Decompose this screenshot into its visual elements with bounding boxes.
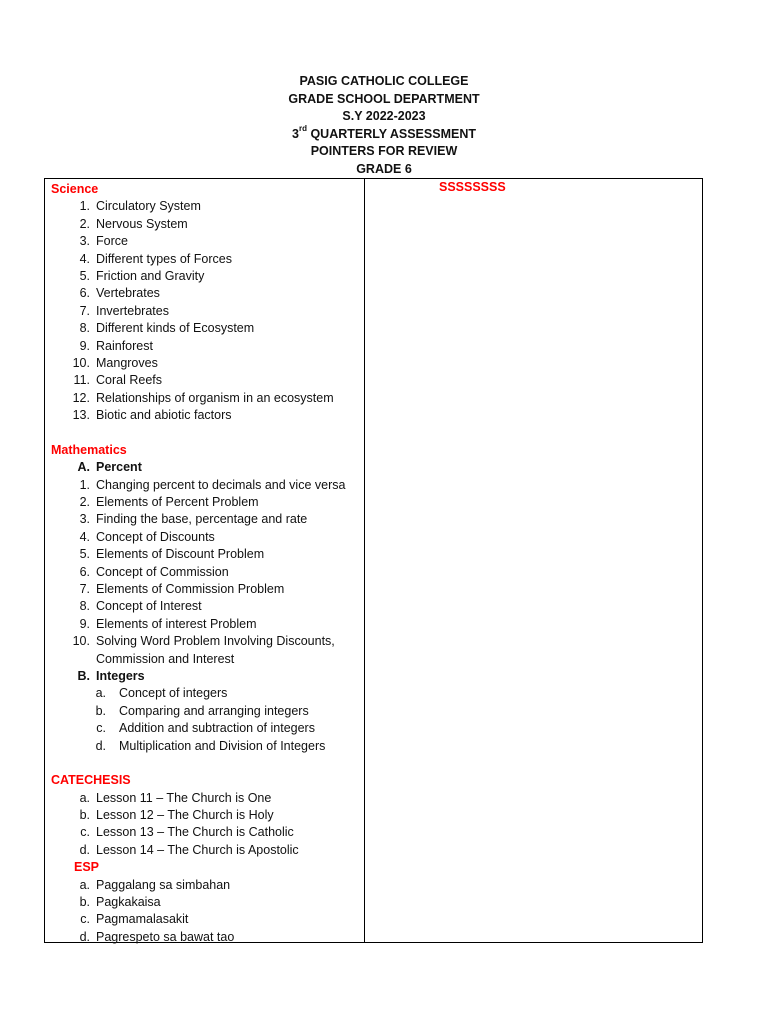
quarter-title <box>0 126 768 144</box>
left-column <box>45 179 365 942</box>
list-item: a. Paggalang sa simbahan <box>79 877 231 892</box>
list-item: a. Lesson 11 – The Church is One <box>79 790 272 805</box>
science-list <box>45 198 364 424</box>
right-column <box>365 179 702 942</box>
math-part-b-heading: B. Integers <box>77 668 145 683</box>
list-item: d. Pagrespeto sa bawat tao <box>79 929 235 944</box>
document-subtitle: POINTERS FOR REVIEW <box>310 144 458 158</box>
school-year: S.Y 2022-2023 <box>342 109 426 123</box>
section-spacer <box>45 424 364 441</box>
list-item: 4. Concept of Discounts <box>79 529 215 544</box>
list-item: c. Lesson 13 – The Church is Catholic <box>80 825 294 840</box>
list-item: b. Comparing and arranging integers <box>95 703 309 718</box>
science-title: Science <box>51 182 99 196</box>
catechesis-title: CATECHESIS <box>51 773 131 788</box>
quarter-number: 3 <box>292 126 299 141</box>
list-item: 8. Different kinds of Ecosystem <box>79 321 255 336</box>
quarter-label: QUARTERLY ASSESSMENT <box>306 126 476 141</box>
esp-list <box>45 877 364 947</box>
list-item: 9. Elements of interest Problem <box>79 616 257 631</box>
math-part-a-heading: A. Percent <box>77 460 142 475</box>
catechesis-list <box>45 790 364 860</box>
list-item: a. Concept of integers <box>95 686 228 701</box>
list-item: 3. Finding the base, percentage and rate <box>79 512 308 527</box>
school-name: PASIG CATHOLIC COLLEGE <box>299 74 469 88</box>
list-item: 5. Friction and Gravity <box>79 268 205 283</box>
list-item: 1. Changing percent to decimals and vice versa <box>79 477 346 492</box>
pointers-table <box>44 178 703 943</box>
list-item: 11. Coral Reefs <box>73 373 162 388</box>
list-item: 10. Solving Word Problem Involving Discounts, <box>72 634 335 649</box>
list-item: c. Pagmamalasakit <box>80 912 189 927</box>
list-item: 7. Invertebrates <box>79 303 169 318</box>
list-item: 8. Concept of Interest <box>79 599 202 614</box>
list-item: b. Pagkakaisa <box>79 895 161 910</box>
list-item: 10. Mangroves <box>72 355 158 370</box>
right-column-text: SSSSSSSS <box>439 180 506 194</box>
list-item: 13. Biotic and abiotic factors <box>72 408 232 423</box>
list-item: b. Lesson 12 – The Church is Holy <box>79 808 274 823</box>
list-item: 9. Rainforest <box>79 338 153 353</box>
list-item: 4. Different types of Forces <box>79 251 232 266</box>
list-item: 6. Concept of Commission <box>79 564 229 579</box>
section-spacer <box>45 755 364 772</box>
list-item: 5. Elements of Discount Problem <box>79 547 265 562</box>
list-item: 7. Elements of Commission Problem <box>79 581 285 596</box>
list-item: 12. Relationships of organism in an ecosystem <box>72 390 334 405</box>
mathematics-title: Mathematics <box>51 442 127 457</box>
quarter-suffix: rd <box>298 124 307 134</box>
list-item: d. Multiplication and Division of Integers <box>95 738 326 753</box>
list-item-continuation: Commission and Interest <box>96 651 235 666</box>
document-header <box>0 73 768 178</box>
mathematics-list <box>45 459 364 755</box>
list-item: d. Lesson 14 – The Church is Apostolic <box>79 842 299 857</box>
grade-level: GRADE 6 <box>356 161 412 176</box>
list-item: 3. Force <box>79 234 128 249</box>
list-item: 6. Vertebrates <box>79 286 160 301</box>
list-item: 2. Nervous System <box>79 216 188 231</box>
list-item: c. Addition and subtraction of integers <box>96 721 315 736</box>
list-item: 2. Elements of Percent Problem <box>79 495 259 510</box>
esp-title: ESP <box>74 860 100 875</box>
department-name: GRADE SCHOOL DEPARTMENT <box>288 91 480 106</box>
list-item: 1. Circulatory System <box>79 199 201 214</box>
